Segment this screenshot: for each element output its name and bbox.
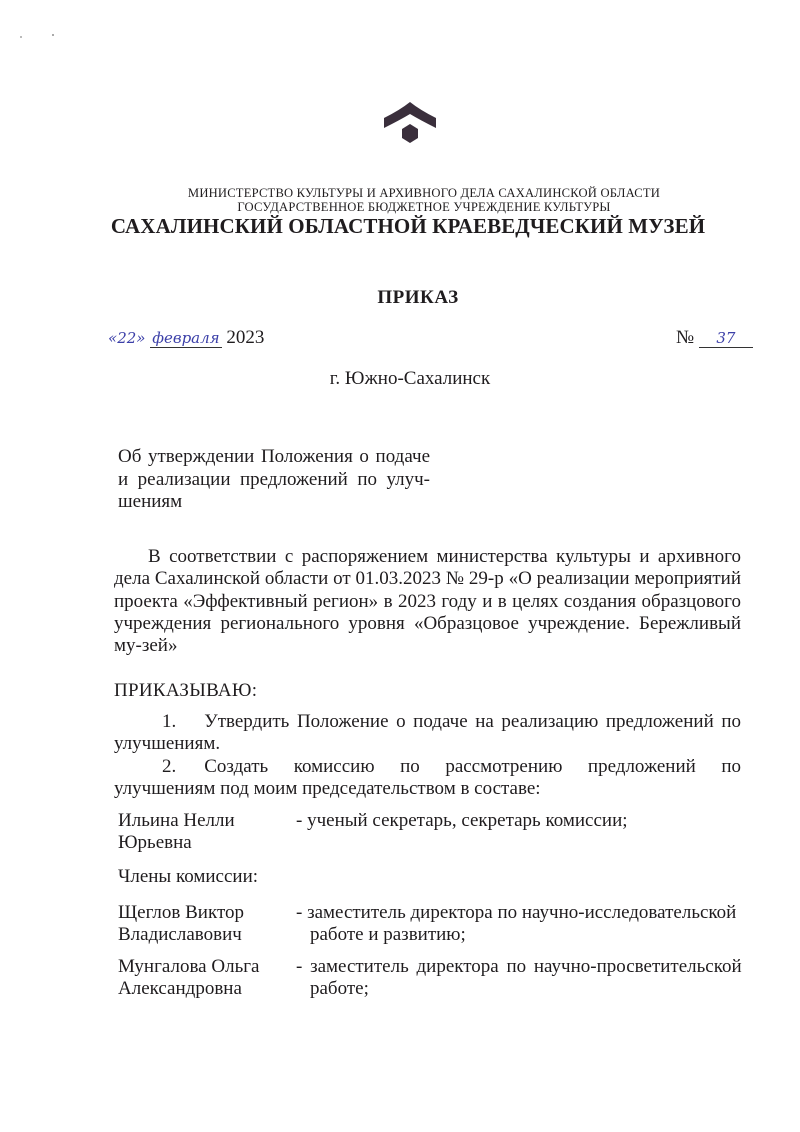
name-line: Владиславович [118,924,242,945]
date-year: 2023 [226,327,265,348]
name-line: Мунгалова Ольга [118,956,260,977]
ministry-name: МИНИСТЕРСТВО КУЛЬТУРЫ И АРХИВНОГО ДЕЛА САХАЛИНСКОЙ ОБЛАСТИ [187,186,661,200]
name-line: Юрьевна [118,832,192,853]
secretary-role: - ученый секретарь, секретарь комиссии; [296,810,628,831]
item-text: Утвердить Положение о подаче на реализацию предложений по улучшениям. [114,711,741,754]
date-month: февраля [152,329,220,347]
date-day-close: » [136,329,146,347]
role-line: работе и развитию; [310,924,466,945]
document-date [108,327,264,349]
role-line: - заместитель директора по научно-исследовательской [296,902,737,923]
order-item-1 [114,711,741,755]
museum-name: САХАЛИНСКИЙ ОБЛАСТНОЙ КРАЕВЕДЧЕСКИЙ МУЗЕЙ [110,214,706,238]
number-value: 37 [699,329,753,348]
order-word: ПРИКАЗЫВАЮ: [114,680,258,701]
members-label: Члены комиссии: [118,866,259,887]
document-title: ПРИКАЗ [377,287,459,308]
role-line: - заместитель директора по научно-просветительской [296,956,742,977]
secretary-name [118,810,288,854]
role-line: работе; [310,978,369,999]
member-name [118,902,288,946]
name-line: Ильина Нелли [118,810,235,831]
order-item-2 [114,756,741,800]
date-day-open: « [108,329,118,347]
item-number: 1. [162,711,177,732]
scan-speck [52,34,54,36]
document-subject: Об утверждении Положения о подаче и реализации предложений по улуч-шениям [118,446,430,512]
member-role [296,956,742,1000]
member-role [296,902,742,946]
preamble-text: В соответствии с распоряжением министерства культуры и архивного дела Сахалинской области от 01.03.2023 № 29-р «О реализации мероприятий проекта «Эффективный регион» в 2023 году и в целях создания образцового учреждения регионального уровня «Образцовое учреждение. Бережливый му-зей» [114,546,741,657]
member-name [118,956,288,1000]
museum-logo-icon [380,100,440,154]
item-number: 2. [162,756,177,777]
name-line: Александровна [118,978,242,999]
document-number [676,327,753,349]
date-day: 22 [117,329,137,347]
document-city: г. Южно-Сахалинск [329,368,491,389]
item-text: Создать комиссию по рассмотрению предложений по улучшениям под моим председательством в составе: [114,756,741,799]
name-line: Щеглов Виктор [118,902,245,923]
scan-speck [20,36,22,38]
preamble-paragraph [114,546,741,657]
institution-type: ГОСУДАРСТВЕННОЕ БЮДЖЕТНОЕ УЧРЕЖДЕНИЕ КУЛЬТУРЫ [237,200,611,214]
number-label: № [676,327,695,348]
